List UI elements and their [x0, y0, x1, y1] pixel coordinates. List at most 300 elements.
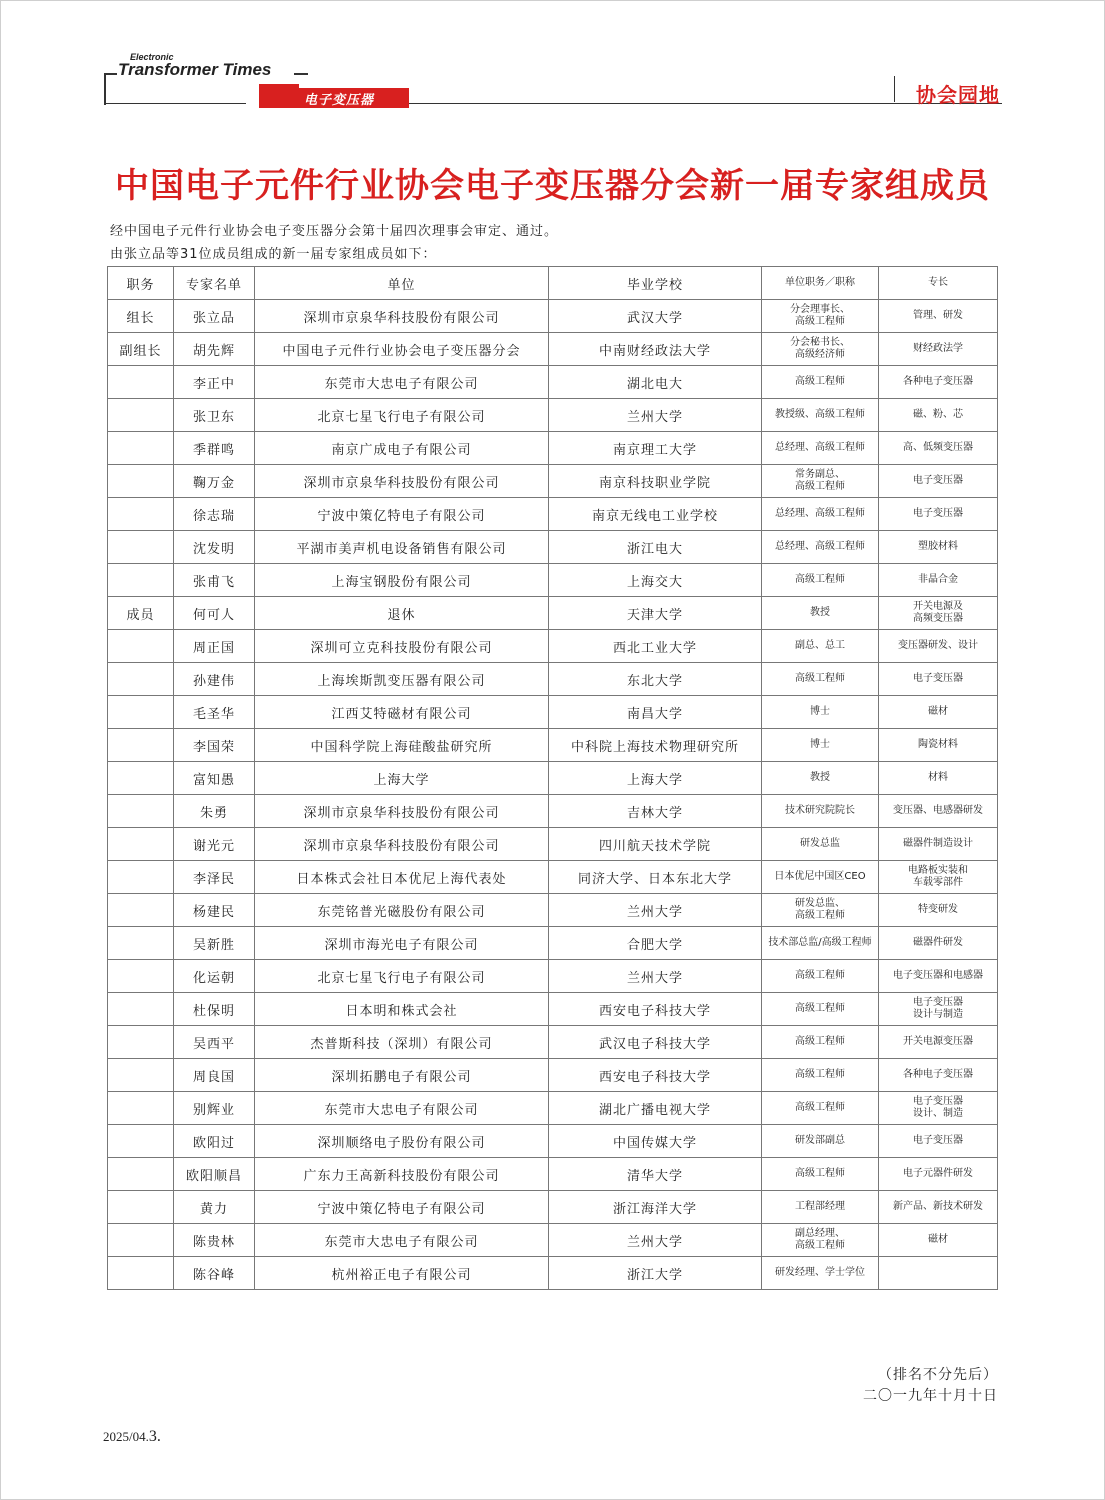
- cell-specialty: [879, 894, 998, 927]
- masthead: [104, 52, 1002, 112]
- cell-role: [108, 993, 174, 1026]
- cell-title: [762, 828, 879, 861]
- cell-title-line: 高级工程师: [795, 316, 845, 327]
- table-row: [108, 960, 998, 993]
- cell-title-line: 教授: [810, 772, 830, 783]
- cell-school: 吉林大学: [549, 795, 762, 828]
- cell-role: [108, 729, 174, 762]
- cell-title-line: 工程部经理: [795, 1201, 845, 1212]
- cell-title-line: 技术研究院院长: [785, 805, 855, 816]
- cell-specialty-line: 磁器件制造设计: [903, 838, 973, 849]
- cell-school: 浙江海洋大学: [549, 1191, 762, 1224]
- cell-specialty: [879, 531, 998, 564]
- cell-title-line: 研发经理、学士学位: [775, 1267, 865, 1278]
- cell-school: 浙江大学: [549, 1257, 762, 1290]
- cell-title-line: 高级工程师: [795, 1240, 845, 1251]
- table-row: [108, 696, 998, 729]
- cell-specialty-line: 电子变压器: [913, 1135, 963, 1146]
- date-note: 二〇一九年十月十日: [863, 1388, 998, 1404]
- cell-specialty-line: 变压器、电感器研发: [893, 805, 983, 816]
- cell-school: 中国传媒大学: [549, 1125, 762, 1158]
- cell-title-line: 高级工程师: [795, 1036, 845, 1047]
- cell-specialty: [879, 861, 998, 894]
- cell-title: [762, 1191, 879, 1224]
- masthead-rule-right: [409, 103, 1002, 104]
- cell-name: 沈发明: [174, 531, 255, 564]
- table-row: [108, 927, 998, 960]
- cell-specialty: [879, 333, 998, 366]
- cell-role: [108, 828, 174, 861]
- cell-role: [108, 366, 174, 399]
- table-row: [108, 465, 998, 498]
- page-number: 3.: [148, 1428, 161, 1445]
- cell-title: [762, 1026, 879, 1059]
- cell-name: 李泽民: [174, 861, 255, 894]
- cell-title-line: 高级工程师: [795, 673, 845, 684]
- header-title: 单位职务／职称: [762, 267, 879, 300]
- cell-unit: 上海埃斯凯变压器有限公司: [255, 663, 549, 696]
- cell-title: [762, 1224, 879, 1257]
- cell-school: 兰州大学: [549, 960, 762, 993]
- cell-role: [108, 861, 174, 894]
- cell-school: 南昌大学: [549, 696, 762, 729]
- cell-name: 陈谷峰: [174, 1257, 255, 1290]
- cell-specialty-line: 各种电子变压器: [903, 376, 973, 387]
- cell-specialty-line: 高、低频变压器: [903, 442, 973, 453]
- table-body: [108, 300, 998, 1290]
- cell-name: 别辉业: [174, 1092, 255, 1125]
- cell-role: 成员: [108, 597, 174, 630]
- cell-name: 朱勇: [174, 795, 255, 828]
- masthead-vertical-rule: [104, 73, 106, 105]
- cell-specialty: [879, 762, 998, 795]
- cell-specialty-line: 设计、制造: [913, 1108, 963, 1119]
- cell-name: 谢光元: [174, 828, 255, 861]
- cell-unit: 宁波中策亿特电子有限公司: [255, 498, 549, 531]
- cell-title: [762, 1158, 879, 1191]
- cell-specialty-line: 开关电源变压器: [903, 1036, 973, 1047]
- cell-specialty: [879, 993, 998, 1026]
- cell-title-line: 研发总监: [800, 838, 840, 849]
- cell-unit: 北京七星飞行电子有限公司: [255, 960, 549, 993]
- cell-role: 组长: [108, 300, 174, 333]
- cell-title-line: 总经理、高级工程师: [775, 541, 865, 552]
- cell-title-line: 高级工程师: [795, 481, 845, 492]
- cell-title-line: 分会秘书长、: [790, 337, 850, 348]
- cell-specialty: [879, 465, 998, 498]
- masthead-brand-cn: 电子变压器: [304, 93, 375, 108]
- cell-role: [108, 696, 174, 729]
- cell-title: [762, 432, 879, 465]
- table-row: [108, 630, 998, 663]
- table-row: [108, 1092, 998, 1125]
- cell-title: [762, 564, 879, 597]
- cell-unit: 江西艾特磁材有限公司: [255, 696, 549, 729]
- experts-table: [107, 266, 998, 1290]
- cell-name: 黄力: [174, 1191, 255, 1224]
- cell-school: 兰州大学: [549, 399, 762, 432]
- cell-role: 副组长: [108, 333, 174, 366]
- cell-name: 何可人: [174, 597, 255, 630]
- cell-specialty: [879, 828, 998, 861]
- cell-school: 武汉大学: [549, 300, 762, 333]
- header-role: 职务: [108, 267, 174, 300]
- cell-title-line: 博士: [810, 706, 830, 717]
- cell-school: 武汉电子科技大学: [549, 1026, 762, 1059]
- cell-specialty: [879, 597, 998, 630]
- cell-school: 东北大学: [549, 663, 762, 696]
- cell-specialty: [879, 366, 998, 399]
- cell-name: 吴新胜: [174, 927, 255, 960]
- cell-title: [762, 531, 879, 564]
- cell-school: 南京理工大学: [549, 432, 762, 465]
- table-row: [108, 1224, 998, 1257]
- masthead-section-tick: [894, 76, 895, 102]
- table-row: [108, 333, 998, 366]
- cell-name: 周良国: [174, 1059, 255, 1092]
- cell-school: 上海大学: [549, 762, 762, 795]
- cell-specialty: [879, 927, 998, 960]
- cell-specialty-line: 管理、研发: [913, 310, 963, 321]
- cell-unit: 深圳市京泉华科技股份有限公司: [255, 300, 549, 333]
- table-row: [108, 1158, 998, 1191]
- cell-name: 李正中: [174, 366, 255, 399]
- masthead-rule-left: [104, 103, 246, 104]
- table-row: [108, 729, 998, 762]
- cell-title-line: 高级工程师: [795, 970, 845, 981]
- cell-role: [108, 564, 174, 597]
- cell-specialty-line: 财经政法学: [913, 343, 963, 354]
- cell-name: 徐志瑞: [174, 498, 255, 531]
- cell-role: [108, 1026, 174, 1059]
- cell-specialty-line: 新产品、新技术研发: [893, 1201, 983, 1212]
- cell-role: [108, 960, 174, 993]
- table-row: [108, 597, 998, 630]
- table-row: [108, 432, 998, 465]
- cell-specialty-line: 高频变压器: [913, 613, 963, 624]
- table-row: [108, 663, 998, 696]
- cell-role: [108, 465, 174, 498]
- cell-unit: 平湖市美声机电设备销售有限公司: [255, 531, 549, 564]
- table-row: [108, 1026, 998, 1059]
- cell-unit: 北京七星飞行电子有限公司: [255, 399, 549, 432]
- table-header-row: [108, 267, 998, 300]
- cell-name: 杜保明: [174, 993, 255, 1026]
- cell-title-line: 教授: [810, 607, 830, 618]
- cell-unit: 深圳拓鹏电子有限公司: [255, 1059, 549, 1092]
- cell-title-line: 日本优尼中国区CEO: [774, 871, 866, 882]
- cell-title: [762, 960, 879, 993]
- cell-title: [762, 795, 879, 828]
- cell-specialty-line: 电子变压器: [913, 1096, 963, 1107]
- cell-specialty-line: 各种电子变压器: [903, 1069, 973, 1080]
- cell-specialty: [879, 432, 998, 465]
- cell-unit: 深圳市京泉华科技股份有限公司: [255, 795, 549, 828]
- cell-title-line: 分会理事长、: [790, 304, 850, 315]
- cell-title: [762, 630, 879, 663]
- cell-title-line: 教授级、高级工程师: [775, 409, 865, 420]
- cell-title: [762, 597, 879, 630]
- cell-specialty-line: 变压器研发、设计: [898, 640, 978, 651]
- intro-line-2: 由张立品等31位成员组成的新一届专家组成员如下：: [110, 247, 437, 262]
- cell-title: [762, 1257, 879, 1290]
- cell-name: 孙建伟: [174, 663, 255, 696]
- cell-title: [762, 927, 879, 960]
- cell-school: 中南财经政法大学: [549, 333, 762, 366]
- cell-specialty: [879, 1059, 998, 1092]
- cell-specialty-line: 陶瓷材料: [918, 739, 958, 750]
- cell-unit: 深圳顺络电子股份有限公司: [255, 1125, 549, 1158]
- cell-role: [108, 894, 174, 927]
- cell-school: 中科院上海技术物理研究所: [549, 729, 762, 762]
- cell-title: [762, 399, 879, 432]
- cell-specialty-line: 电路板实装和: [908, 865, 968, 876]
- cell-role: [108, 399, 174, 432]
- cell-title: [762, 894, 879, 927]
- cell-school: 兰州大学: [549, 1224, 762, 1257]
- cell-name: 杨建民: [174, 894, 255, 927]
- cell-school: 合肥大学: [549, 927, 762, 960]
- cell-name: 欧阳过: [174, 1125, 255, 1158]
- cell-title-line: 高级工程师: [795, 910, 845, 921]
- cell-school: 湖北广播电视大学: [549, 1092, 762, 1125]
- table-row: [108, 300, 998, 333]
- cell-title-line: 总经理、高级工程师: [775, 442, 865, 453]
- cell-specialty-line: 电子变压器: [913, 673, 963, 684]
- cell-specialty-line: 开关电源及: [913, 601, 963, 612]
- table-row: [108, 1257, 998, 1290]
- cell-role: [108, 663, 174, 696]
- table-row: [108, 564, 998, 597]
- cell-role: [108, 1257, 174, 1290]
- cell-name: 化运朝: [174, 960, 255, 993]
- cell-specialty: [879, 1026, 998, 1059]
- cell-unit: 退休: [255, 597, 549, 630]
- cell-title-line: 副总经理、: [795, 1228, 845, 1239]
- cell-title: [762, 993, 879, 1026]
- cell-specialty: [879, 1257, 998, 1290]
- cell-unit: 宁波中策亿特电子有限公司: [255, 1191, 549, 1224]
- cell-school: 西安电子科技大学: [549, 993, 762, 1026]
- cell-title: [762, 861, 879, 894]
- cell-unit: 上海宝钢股份有限公司: [255, 564, 549, 597]
- cell-unit: 东莞市大忠电子有限公司: [255, 366, 549, 399]
- cell-title: [762, 762, 879, 795]
- cell-title: [762, 729, 879, 762]
- cell-name: 张甫飞: [174, 564, 255, 597]
- cell-unit: 上海大学: [255, 762, 549, 795]
- cell-role: [108, 795, 174, 828]
- section-label: 协会园地: [916, 83, 1000, 107]
- cell-unit: 广东力王高新科技股份有限公司: [255, 1158, 549, 1191]
- table-row: [108, 795, 998, 828]
- cell-role: [108, 432, 174, 465]
- cell-unit: 深圳市京泉华科技股份有限公司: [255, 828, 549, 861]
- cell-school: 西北工业大学: [549, 630, 762, 663]
- table-row: [108, 1059, 998, 1092]
- header-school: 毕业学校: [549, 267, 762, 300]
- page-footer: [103, 1428, 161, 1446]
- cell-specialty: [879, 1158, 998, 1191]
- cell-role: [108, 1224, 174, 1257]
- table-row: [108, 1191, 998, 1224]
- cell-specialty-line: 电子元器件研发: [903, 1168, 973, 1179]
- cell-title: [762, 333, 879, 366]
- cell-unit: 杰普斯科技（深圳）有限公司: [255, 1026, 549, 1059]
- cell-title-line: 高级工程师: [795, 574, 845, 585]
- cell-name: 鞠万金: [174, 465, 255, 498]
- cell-name: 李国荣: [174, 729, 255, 762]
- cell-title-line: 研发部副总: [795, 1135, 845, 1146]
- cell-title: [762, 696, 879, 729]
- table-row: [108, 828, 998, 861]
- cell-specialty-line: 电子变压器: [913, 475, 963, 486]
- header-name: 专家名单: [174, 267, 255, 300]
- cell-name: 季群鸣: [174, 432, 255, 465]
- cell-specialty-line: 设计与制造: [913, 1009, 963, 1020]
- cell-specialty: [879, 729, 998, 762]
- cell-specialty-line: 磁、粉、芯: [913, 409, 963, 420]
- cell-school: 浙江电大: [549, 531, 762, 564]
- cell-specialty-line: 材料: [928, 772, 948, 783]
- cell-unit: 中国科学院上海硅酸盐研究所: [255, 729, 549, 762]
- cell-unit: 东莞市大忠电子有限公司: [255, 1092, 549, 1125]
- cell-specialty-line: 特变研发: [918, 904, 958, 915]
- table-row: [108, 1125, 998, 1158]
- header-unit: 单位: [255, 267, 549, 300]
- cell-specialty: [879, 696, 998, 729]
- cell-specialty-line: 磁材: [928, 706, 948, 717]
- cell-title: [762, 663, 879, 696]
- cell-specialty: [879, 498, 998, 531]
- cell-school: 南京无线电工业学校: [549, 498, 762, 531]
- cell-title: [762, 1092, 879, 1125]
- cell-title-line: 研发总监、: [795, 898, 845, 909]
- cell-specialty: [879, 795, 998, 828]
- masthead-transformer-times: Transformer Times: [118, 60, 272, 79]
- cell-name: 毛圣华: [174, 696, 255, 729]
- cell-specialty: [879, 300, 998, 333]
- page-title: 中国电子元件行业协会电子变压器分会新一届专家组成员: [115, 166, 990, 206]
- table-row: [108, 366, 998, 399]
- cell-specialty-line: 电子变压器和电感器: [893, 970, 983, 981]
- table-row: [108, 762, 998, 795]
- table-row: [108, 993, 998, 1026]
- cell-unit: 日本明和株式会社: [255, 993, 549, 1026]
- cell-specialty: [879, 663, 998, 696]
- cell-specialty: [879, 399, 998, 432]
- cell-unit: 东莞铭普光磁股份有限公司: [255, 894, 549, 927]
- cell-title-line: 总经理、高级工程师: [775, 508, 865, 519]
- cell-role: [108, 630, 174, 663]
- cell-school: 湖北电大: [549, 366, 762, 399]
- cell-name: 富知愚: [174, 762, 255, 795]
- header-specialty: 专长: [879, 267, 998, 300]
- cell-school: 清华大学: [549, 1158, 762, 1191]
- cell-specialty: [879, 1224, 998, 1257]
- cell-role: [108, 762, 174, 795]
- cell-unit: 深圳市京泉华科技股份有限公司: [255, 465, 549, 498]
- table-row: [108, 399, 998, 432]
- cell-specialty: [879, 1092, 998, 1125]
- cell-specialty: [879, 960, 998, 993]
- cell-title-line: 高级工程师: [795, 1168, 845, 1179]
- cell-title-line: 博士: [810, 739, 830, 750]
- cell-school: 西安电子科技大学: [549, 1059, 762, 1092]
- cell-school: 南京科技职业学院: [549, 465, 762, 498]
- cell-title-line: 高级工程师: [795, 1003, 845, 1014]
- cell-title-line: 高级工程师: [795, 376, 845, 387]
- table-row: [108, 498, 998, 531]
- cell-title-line: 高级工程师: [795, 1102, 845, 1113]
- cell-title: [762, 1125, 879, 1158]
- cell-title-line: 常务副总、: [795, 469, 845, 480]
- cell-role: [108, 531, 174, 564]
- cell-specialty: [879, 1125, 998, 1158]
- cell-specialty-line: 非晶合金: [918, 574, 958, 585]
- cell-unit: 深圳可立克科技股份有限公司: [255, 630, 549, 663]
- cell-title: [762, 498, 879, 531]
- cell-unit: 南京广成电子有限公司: [255, 432, 549, 465]
- cell-name: 张立品: [174, 300, 255, 333]
- cell-specialty-line: 塑胶材料: [918, 541, 958, 552]
- cell-specialty: [879, 564, 998, 597]
- cell-title-line: 技术部总监/高级工程师: [768, 937, 872, 948]
- cell-school: 天津大学: [549, 597, 762, 630]
- cell-unit: 中国电子元件行业协会电子变压器分会: [255, 333, 549, 366]
- cell-school: 四川航天技术学院: [549, 828, 762, 861]
- order-note: （排名不分先后）: [878, 1367, 998, 1383]
- cell-role: [108, 498, 174, 531]
- masthead-electronic: Electronic: [130, 52, 174, 62]
- cell-role: [108, 927, 174, 960]
- cell-title: [762, 300, 879, 333]
- cell-name: 陈贵林: [174, 1224, 255, 1257]
- cell-specialty-line: 车载零部件: [913, 877, 963, 888]
- cell-name: 张卫东: [174, 399, 255, 432]
- cell-role: [108, 1092, 174, 1125]
- cell-name: 吴西平: [174, 1026, 255, 1059]
- masthead-dash-right: [294, 73, 308, 75]
- cell-title: [762, 366, 879, 399]
- table-row: [108, 531, 998, 564]
- cell-title: [762, 1059, 879, 1092]
- cell-name: 胡先辉: [174, 333, 255, 366]
- cell-name: 欧阳顺昌: [174, 1158, 255, 1191]
- cell-unit: 杭州裕正电子有限公司: [255, 1257, 549, 1290]
- cell-unit: 日本株式会社日本优尼上海代表处: [255, 861, 549, 894]
- cell-specialty-line: 磁材: [928, 1234, 948, 1245]
- cell-specialty-line: 电子变压器: [913, 997, 963, 1008]
- cell-title-line: 副总、总工: [795, 640, 845, 651]
- intro-line-1: 经中国电子元件行业协会电子变压器分会第十届四次理事会审定、通过。: [110, 224, 559, 239]
- cell-school: 兰州大学: [549, 894, 762, 927]
- cell-title-line: 高级工程师: [795, 1069, 845, 1080]
- cell-specialty-line: 电子变压器: [913, 508, 963, 519]
- cell-specialty-line: 磁器件研发: [913, 937, 963, 948]
- table-row: [108, 894, 998, 927]
- cell-role: [108, 1191, 174, 1224]
- cell-role: [108, 1059, 174, 1092]
- table-row: [108, 861, 998, 894]
- cell-role: [108, 1158, 174, 1191]
- cell-school: 同济大学、日本东北大学: [549, 861, 762, 894]
- cell-unit: 深圳市海光电子有限公司: [255, 927, 549, 960]
- cell-school: 上海交大: [549, 564, 762, 597]
- cell-unit: 东莞市大忠电子有限公司: [255, 1224, 549, 1257]
- cell-title: [762, 465, 879, 498]
- cell-name: 周正国: [174, 630, 255, 663]
